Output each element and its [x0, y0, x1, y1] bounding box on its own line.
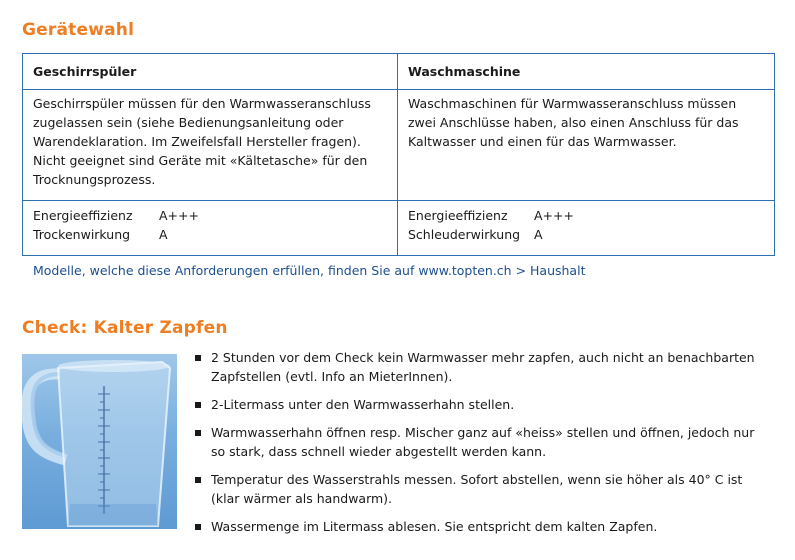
prop-name: Trockenwirkung — [33, 227, 131, 242]
description-waschmaschine: Waschmaschinen für Warmwasseranschluss müssen zwei Anschlüsse haben, also einen Anschluss für das Kaltwasser und einen für das Warmwasser. — [398, 90, 775, 201]
prop-value: A — [534, 227, 543, 242]
measuring-jug-image — [22, 354, 177, 529]
list-item: Temperatur des Wasserstrahls messen. Sofort abstellen, wenn sie höher als 40° C ist (klar wärmer als handwarm). — [195, 470, 755, 508]
device-table — [22, 53, 775, 256]
prop-row — [33, 225, 387, 244]
list-item: Wassermenge im Litermass ablesen. Sie entspricht dem kalten Zapfen. — [195, 517, 755, 536]
prop-value: A+++ — [534, 208, 574, 223]
prop-row — [408, 206, 764, 225]
section-title-geraetewahl: Gerätewahl — [22, 20, 135, 40]
section-title-check: Check: Kalter Zapfen — [22, 318, 228, 338]
prop-row — [33, 206, 387, 225]
prop-row — [408, 225, 764, 244]
prop-name: Energieeffizienz — [408, 208, 508, 223]
header-geschirrspueler: Geschirrspüler — [23, 54, 398, 90]
prop-value: A — [159, 227, 168, 242]
props-geschirrspueler — [23, 201, 398, 256]
list-item: Warmwasserhahn öffnen resp. Mischer ganz auf «heiss» stellen und öffnen, jedoch nur so stark, dass schnell wieder abgestellt werden kann. — [195, 423, 755, 461]
list-item: 2-Litermass unter den Warmwasserhahn stellen. — [195, 395, 755, 414]
topten-note: Modelle, welche diese Anforderungen erfüllen, finden Sie auf www.topten.ch > Haushalt — [33, 263, 586, 278]
prop-name: Energieeffizienz — [33, 208, 133, 223]
prop-value: A+++ — [159, 208, 199, 223]
props-waschmaschine — [398, 201, 775, 256]
header-waschmaschine: Waschmaschine — [398, 54, 775, 90]
list-item: 2 Stunden vor dem Check kein Warmwasser mehr zapfen, auch nicht an benachbarten Zapfstellen (evtl. Info an MieterInnen). — [195, 348, 755, 386]
prop-name: Schleuderwirkung — [408, 227, 521, 242]
description-geschirrspueler: Geschirrspüler müssen für den Warmwasseranschluss zugelassen sein (siehe Bedienungsanleitung oder Warendeklaration. Im Zweifelsfall Hersteller fragen). Nicht geeignet sind Geräte mit «Kältetasche» für den Trocknungsprozess. — [23, 90, 398, 201]
check-steps-list — [195, 348, 755, 545]
